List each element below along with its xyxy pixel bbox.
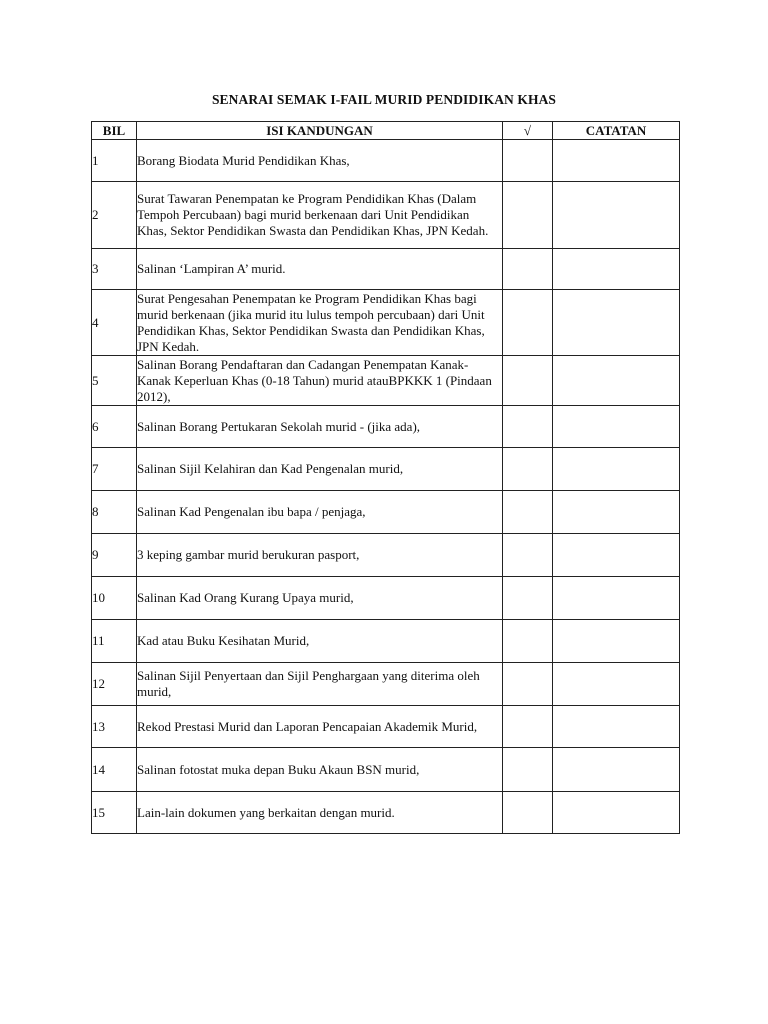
catatan-cell[interactable] (553, 448, 680, 491)
row-number: 9 (92, 534, 137, 577)
row-number: 11 (92, 620, 137, 663)
row-content: Salinan Borang Pendaftaran dan Cadangan Penempatan Kanak-Kanak Keperluan Khas (0-18 Tahun) murid atauBPKKK 1 (Pindaan 2012), (137, 356, 503, 406)
row-content: Salinan Kad Pengenalan ibu bapa / penjaga, (137, 491, 503, 534)
row-content: Kad atau Buku Kesihatan Murid, (137, 620, 503, 663)
table-row (92, 140, 680, 182)
row-content: Salinan Borang Pertukaran Sekolah murid - (jika ada), (137, 406, 503, 448)
tick-cell[interactable] (503, 448, 553, 491)
catatan-cell[interactable] (553, 620, 680, 663)
catatan-cell[interactable] (553, 748, 680, 792)
tick-cell[interactable] (503, 406, 553, 448)
checklist-table (91, 121, 680, 834)
catatan-cell[interactable] (553, 356, 680, 406)
row-content: Salinan fotostat muka depan Buku Akaun BSN murid, (137, 748, 503, 792)
catatan-cell[interactable] (553, 706, 680, 748)
header-isi-kandungan: ISI KANDUNGAN (137, 122, 503, 140)
header-bil: BIL (92, 122, 137, 140)
table-row (92, 491, 680, 534)
row-number: 8 (92, 491, 137, 534)
row-number: 12 (92, 663, 137, 706)
catatan-cell[interactable] (553, 663, 680, 706)
row-content: 3 keping gambar murid berukuran pasport, (137, 534, 503, 577)
catatan-cell[interactable] (553, 249, 680, 290)
catatan-cell[interactable] (553, 577, 680, 620)
table-row (92, 577, 680, 620)
row-number: 15 (92, 792, 137, 834)
row-content: Salinan ‘Lampiran A’ murid. (137, 249, 503, 290)
tick-cell[interactable] (503, 249, 553, 290)
catatan-cell[interactable] (553, 792, 680, 834)
table-row (92, 534, 680, 577)
row-number: 13 (92, 706, 137, 748)
table-row (92, 406, 680, 448)
tick-cell[interactable] (503, 356, 553, 406)
tick-cell[interactable] (503, 290, 553, 356)
tick-cell[interactable] (503, 706, 553, 748)
row-content: Salinan Kad Orang Kurang Upaya murid, (137, 577, 503, 620)
catatan-cell[interactable] (553, 182, 680, 249)
row-content: Surat Pengesahan Penempatan ke Program Pendidikan Khas bagi murid berkenaan (jika murid itu lulus tempoh percubaan) dari Unit Pendidikan Khas, Sektor Pendidikan Swasta dan Pendidikan Khas, JPN Kedah. (137, 290, 503, 356)
tick-cell[interactable] (503, 620, 553, 663)
table-row (92, 448, 680, 491)
catatan-cell[interactable] (553, 534, 680, 577)
row-content: Rekod Prestasi Murid dan Laporan Pencapaian Akademik Murid, (137, 706, 503, 748)
header-catatan: CATATAN (553, 122, 680, 140)
row-number: 5 (92, 356, 137, 406)
row-number: 14 (92, 748, 137, 792)
row-number: 3 (92, 249, 137, 290)
tick-cell[interactable] (503, 577, 553, 620)
catatan-cell[interactable] (553, 406, 680, 448)
row-number: 1 (92, 140, 137, 182)
table-row (92, 792, 680, 834)
row-content: Lain-lain dokumen yang berkaitan dengan murid. (137, 792, 503, 834)
table-row (92, 706, 680, 748)
catatan-cell[interactable] (553, 140, 680, 182)
tick-cell[interactable] (503, 792, 553, 834)
table-row (92, 290, 680, 356)
row-number: 2 (92, 182, 137, 249)
row-content: Surat Tawaran Penempatan ke Program Pendidikan Khas (Dalam Tempoh Percubaan) bagi murid berkenaan dari Unit Pendidikan Khas, Sektor Pendidikan Swasta dan Pendidikan Khas, JPN Kedah. (137, 182, 503, 249)
table-row (92, 356, 680, 406)
table-row (92, 620, 680, 663)
row-number: 6 (92, 406, 137, 448)
row-number: 7 (92, 448, 137, 491)
document-title: SENARAI SEMAK I-FAIL MURID PENDIDIKAN KHAS (211, 92, 557, 107)
catatan-cell[interactable] (553, 491, 680, 534)
header-tick: √ (503, 122, 553, 140)
header-row (92, 122, 680, 140)
tick-cell[interactable] (503, 534, 553, 577)
tick-cell[interactable] (503, 140, 553, 182)
tick-cell[interactable] (503, 748, 553, 792)
row-content: Borang Biodata Murid Pendidikan Khas, (137, 140, 503, 182)
tick-cell[interactable] (503, 663, 553, 706)
catatan-cell[interactable] (553, 290, 680, 356)
row-content: Salinan Sijil Penyertaan dan Sijil Penghargaan yang diterima oleh murid, (137, 663, 503, 706)
tick-cell[interactable] (503, 491, 553, 534)
row-number: 10 (92, 577, 137, 620)
table-row (92, 249, 680, 290)
table-row (92, 748, 680, 792)
table-row (92, 182, 680, 249)
table-row (92, 663, 680, 706)
row-number: 4 (92, 290, 137, 356)
row-content: Salinan Sijil Kelahiran dan Kad Pengenalan murid, (137, 448, 503, 491)
tick-cell[interactable] (503, 182, 553, 249)
